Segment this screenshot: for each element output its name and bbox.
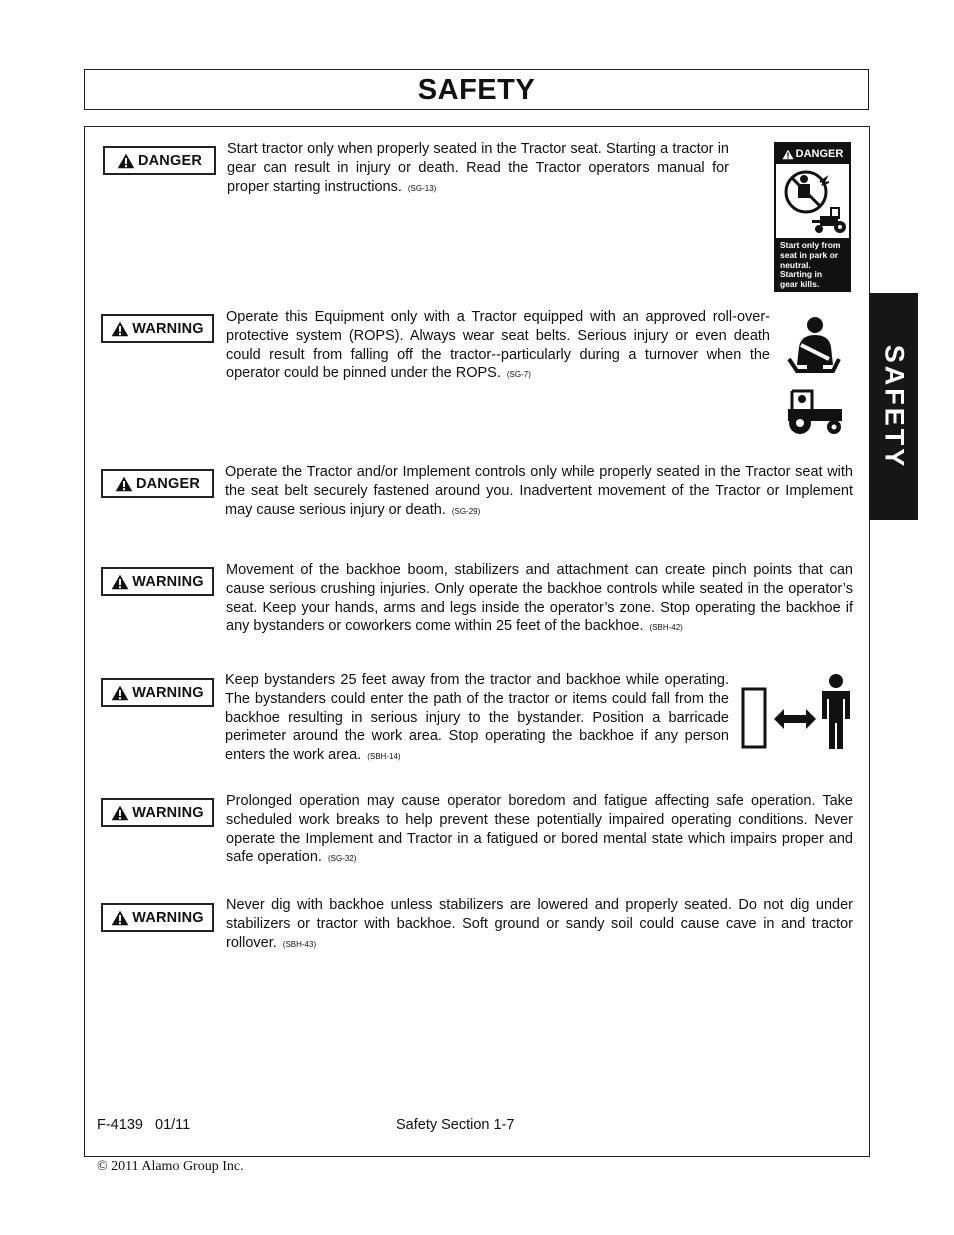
alert-triangle-icon bbox=[782, 149, 794, 160]
signal-word: WARNING bbox=[132, 909, 204, 926]
danger-signal-label bbox=[103, 146, 216, 175]
decal-caption-line: Starting in bbox=[780, 269, 823, 280]
document-number: F-4139 01/11 bbox=[97, 1117, 191, 1133]
safety-message bbox=[226, 308, 770, 385]
page-label: Safety Section 1-7 bbox=[396, 1117, 515, 1133]
decal-caption-line: Start only from bbox=[780, 240, 841, 250]
message-text: Start tractor only when properly seated in the Tractor seat. Starting a tractor in gear can result in injury or death. Read the Tractor operators manual for proper starting instructions. bbox=[227, 141, 729, 195]
safety-message bbox=[226, 561, 853, 638]
danger-decal bbox=[774, 142, 851, 292]
alert-triangle-icon bbox=[111, 321, 129, 337]
signal-word: WARNING bbox=[132, 684, 204, 701]
message-text: Movement of the backhoe boom, stabilizers and attachment can create pinch points that can cause serious crushing injuries. Only operate the backhoe controls while seated in the operator’s seat. Keep your hands, arms and legs inside the operator’s zone. Stop operating the backhoe if any bystanders or coworkers come within 25 feet of the backhoe. bbox=[226, 562, 853, 635]
decal-caption-line: neutral. bbox=[780, 259, 811, 270]
side-tab-label: SAFETY bbox=[879, 344, 909, 469]
decal-header bbox=[776, 144, 849, 164]
message-text: Never dig with backhoe unless stabilizers are lowered and properly seated. Do not dig under stabilizers or tractor with backhoe. Soft ground or sandy soil could cause cave in and tractor rollover. bbox=[226, 897, 853, 951]
message-code: (SG-13) bbox=[407, 183, 437, 193]
decal-caption-line: seat in park or bbox=[780, 249, 839, 260]
message-code: (SG-7) bbox=[506, 370, 531, 380]
decal-caption-line: gear kills. bbox=[780, 279, 820, 290]
signal-word: WARNING bbox=[132, 804, 204, 821]
safety-message bbox=[226, 792, 853, 869]
signal-word: WARNING bbox=[132, 320, 204, 337]
no-start-in-gear-icon bbox=[776, 164, 849, 238]
message-text: Prolonged operation may cause operator boredom and fatigue affecting safe operation. Take scheduled work breaks to help prevent these potentially impaired operating conditions. Never operate the Implement and Tractor in a fatigued or bored mental state which impairs proper and safe operation. bbox=[226, 793, 853, 866]
message-code: (SG-32) bbox=[327, 854, 357, 864]
message-code: (SG-29) bbox=[451, 506, 481, 516]
message-code: (SBH-42) bbox=[649, 623, 683, 633]
safety-message bbox=[225, 463, 853, 521]
alert-triangle-icon bbox=[111, 574, 129, 590]
signal-word: DANGER bbox=[137, 152, 203, 169]
warning-signal-label bbox=[101, 798, 214, 827]
keep-bystanders-away-icon bbox=[740, 673, 854, 751]
safety-message bbox=[226, 896, 853, 954]
page-title: SAFETY bbox=[417, 74, 536, 106]
message-text: Operate this Equipment only with a Tractor equipped with an approved roll-over-protective system (ROPS). Always wear seat belts. Serious injury or even death could result from falling off the tractor--particularly during a turnover when the operator could be pinned under the ROPS. bbox=[226, 309, 770, 382]
rops-tractor-icon bbox=[782, 387, 846, 435]
safety-message bbox=[225, 671, 729, 767]
message-code: (SBH-14) bbox=[367, 752, 401, 762]
signal-word: DANGER bbox=[135, 475, 201, 492]
decal-caption bbox=[776, 238, 849, 290]
alert-triangle-icon bbox=[111, 910, 129, 926]
section-side-tab bbox=[869, 293, 918, 520]
decal-heading: DANGER bbox=[795, 148, 844, 160]
signal-word: WARNING bbox=[132, 573, 204, 590]
copyright-notice: © 2011 Alamo Group Inc. bbox=[97, 1159, 244, 1174]
alert-triangle-icon bbox=[111, 685, 129, 701]
safety-message bbox=[227, 140, 729, 198]
danger-signal-label bbox=[101, 469, 214, 498]
message-text: Operate the Tractor and/or Implement controls only while properly seated in the Tractor seat with the seat belt securely fastened around you. Inadvertent movement of the Tractor or Implement may cause serious injury or death. bbox=[225, 464, 853, 518]
message-text: Keep bystanders 25 feet away from the tractor and backhoe while operating. The bystanders could enter the path of the tractor or items could fall from the backhoe resulting in serious injury to the bystander. Position a barricade perimeter around the work area. Stop operating the backhoe if any person enters the work area. bbox=[225, 672, 729, 764]
page-header bbox=[84, 69, 869, 110]
warning-signal-label bbox=[101, 314, 214, 343]
alert-triangle-icon bbox=[115, 476, 133, 492]
warning-signal-label bbox=[101, 567, 214, 596]
alert-triangle-icon bbox=[111, 805, 129, 821]
message-code: (SBH-43) bbox=[282, 939, 317, 949]
content-frame bbox=[84, 126, 870, 1157]
alert-triangle-icon bbox=[117, 153, 135, 169]
warning-signal-label bbox=[101, 903, 214, 932]
warning-signal-label bbox=[101, 678, 214, 707]
seatbelt-operator-icon bbox=[787, 315, 841, 377]
